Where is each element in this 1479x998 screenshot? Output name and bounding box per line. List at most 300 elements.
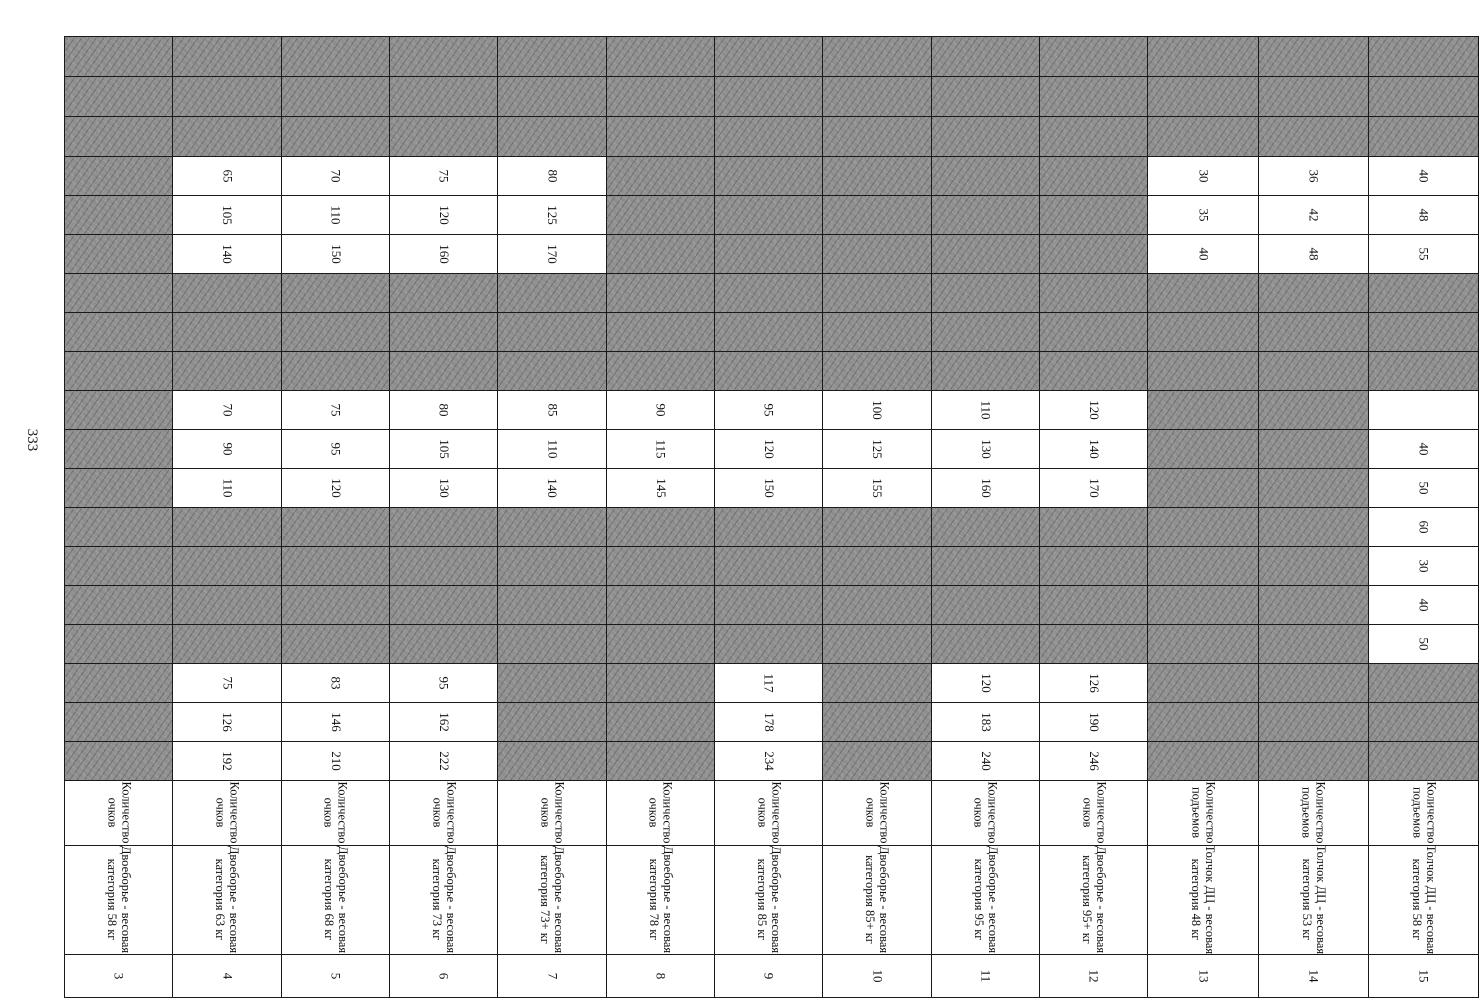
shaded-cell bbox=[1368, 313, 1478, 352]
discipline-label bbox=[214, 846, 241, 953]
shaded-cell bbox=[715, 313, 823, 352]
value-cell bbox=[390, 664, 498, 703]
shaded-cell bbox=[1040, 352, 1148, 391]
shaded-cell bbox=[65, 391, 173, 430]
label-line: Двоеборье - весовая bbox=[877, 845, 892, 953]
label-line: очков bbox=[864, 797, 879, 828]
shaded-cell bbox=[390, 625, 498, 664]
shaded-cell bbox=[65, 547, 173, 586]
cell-value: 126 bbox=[1086, 673, 1102, 693]
discipline-cell bbox=[498, 846, 606, 955]
label-line: категория 95+ кг bbox=[1080, 854, 1095, 944]
row-number: 12 bbox=[1086, 969, 1102, 983]
shaded-cell bbox=[1148, 625, 1258, 664]
shaded-cell bbox=[715, 508, 823, 547]
label-line: очков bbox=[430, 797, 445, 828]
cell-value: 190 bbox=[1086, 712, 1102, 732]
cell-value: 42 bbox=[1306, 208, 1322, 222]
label-line: очков bbox=[214, 797, 229, 828]
discipline-cell bbox=[281, 846, 389, 955]
value-cell bbox=[390, 235, 498, 274]
cell-value: 170 bbox=[1086, 478, 1102, 498]
cell-value: 90 bbox=[220, 442, 236, 456]
cell-value: 115 bbox=[653, 439, 669, 459]
shaded-cell bbox=[823, 157, 931, 196]
shaded-cell bbox=[65, 586, 173, 625]
value-cell bbox=[390, 391, 498, 430]
discipline-cell bbox=[1040, 846, 1148, 955]
shaded-cell bbox=[390, 352, 498, 391]
shaded-cell bbox=[1148, 664, 1258, 703]
shaded-cell bbox=[715, 352, 823, 391]
shaded-cell bbox=[606, 235, 714, 274]
shaded-cell bbox=[1040, 117, 1148, 157]
label-line: Двоеборье - весовая bbox=[985, 845, 1000, 953]
shaded-cell bbox=[1148, 274, 1258, 313]
shaded-cell bbox=[823, 235, 931, 274]
scan-row bbox=[65, 352, 1479, 391]
label-line: очков bbox=[322, 797, 337, 828]
shaded-cell bbox=[1258, 508, 1368, 547]
shaded-cell bbox=[173, 547, 281, 586]
shaded-cell bbox=[715, 235, 823, 274]
measure-label bbox=[539, 781, 566, 843]
shaded-cell bbox=[606, 313, 714, 352]
shaded-cell bbox=[606, 157, 714, 196]
measure-cell bbox=[715, 781, 823, 846]
measure-label bbox=[755, 781, 782, 843]
value-cell bbox=[1148, 235, 1258, 274]
discipline-label bbox=[539, 846, 566, 953]
shaded-cell bbox=[715, 274, 823, 313]
label-line: очков bbox=[647, 797, 662, 828]
shaded-cell bbox=[1040, 77, 1148, 117]
shaded-cell bbox=[606, 274, 714, 313]
shaded-cell bbox=[715, 77, 823, 117]
row-number: 9 bbox=[761, 972, 777, 980]
shaded-cell bbox=[65, 469, 173, 508]
shaded-cell bbox=[1368, 703, 1478, 742]
label-line: Количество bbox=[444, 781, 459, 844]
cell-value: 178 bbox=[761, 712, 777, 732]
label-line: Толчок ДЦ - весовая bbox=[1203, 844, 1218, 954]
measure-cell bbox=[498, 781, 606, 846]
cell-value: 120 bbox=[978, 673, 994, 693]
shaded-cell bbox=[931, 235, 1039, 274]
measure-cell bbox=[931, 781, 1039, 846]
shaded-cell bbox=[606, 352, 714, 391]
discipline-label bbox=[1080, 846, 1107, 953]
shaded-cell bbox=[1258, 742, 1368, 781]
cell-value: 70 bbox=[220, 403, 236, 417]
measure-label bbox=[864, 781, 891, 843]
shaded-cell bbox=[1258, 430, 1368, 469]
shaded-cell bbox=[823, 586, 931, 625]
shaded-cell bbox=[1040, 547, 1148, 586]
measure-label bbox=[105, 781, 132, 843]
label-line: Толчок ДЦ - весовая bbox=[1424, 844, 1439, 954]
value-cell bbox=[281, 469, 389, 508]
scan-row bbox=[65, 37, 1479, 77]
shaded-cell bbox=[498, 664, 606, 703]
shaded-cell bbox=[823, 625, 931, 664]
shaded-cell bbox=[65, 117, 173, 157]
cell-value: 35 bbox=[1196, 208, 1212, 222]
shaded-cell bbox=[823, 352, 931, 391]
shaded-cell bbox=[65, 196, 173, 235]
value-cell bbox=[281, 742, 389, 781]
row-number: 4 bbox=[220, 972, 236, 980]
label-line: Двоеборье - весовая bbox=[769, 845, 784, 953]
shaded-cell bbox=[1258, 625, 1368, 664]
label-line: Двоеборье - весовая bbox=[119, 845, 134, 953]
row-number-cell bbox=[173, 955, 281, 998]
value-cell bbox=[823, 391, 931, 430]
value-cell bbox=[931, 703, 1039, 742]
label-line: подъемов bbox=[1300, 786, 1315, 838]
cell-value: 160 bbox=[436, 244, 452, 264]
discipline-cell bbox=[1258, 846, 1368, 955]
label-line: категория 78 кг bbox=[647, 858, 662, 941]
row-number: 6 bbox=[436, 972, 452, 980]
shaded-cell bbox=[931, 274, 1039, 313]
cell-value: 125 bbox=[870, 439, 886, 459]
cell-value: 130 bbox=[436, 478, 452, 498]
shaded-cell bbox=[606, 37, 714, 77]
cell-value: 75 bbox=[328, 403, 344, 417]
cell-value: 60 bbox=[1416, 520, 1432, 534]
label-line: Двоеборье - весовая bbox=[444, 845, 459, 953]
row-number-cell bbox=[1148, 955, 1258, 998]
cell-value: 100 bbox=[870, 400, 886, 420]
shaded-cell bbox=[823, 703, 931, 742]
scan-row bbox=[65, 703, 1479, 742]
shaded-cell bbox=[1148, 469, 1258, 508]
shaded-cell bbox=[606, 77, 714, 117]
shaded-cell bbox=[281, 313, 389, 352]
value-cell bbox=[1368, 508, 1478, 547]
shaded-cell bbox=[823, 117, 931, 157]
shaded-cell bbox=[1148, 313, 1258, 352]
shaded-cell bbox=[390, 313, 498, 352]
shaded-cell bbox=[1040, 625, 1148, 664]
shaded-cell bbox=[931, 547, 1039, 586]
row-number: 13 bbox=[1196, 969, 1212, 983]
cell-value: 83 bbox=[328, 676, 344, 690]
value-cell bbox=[715, 664, 823, 703]
shaded-cell bbox=[1148, 742, 1258, 781]
shaded-cell bbox=[1148, 508, 1258, 547]
shaded-cell bbox=[65, 664, 173, 703]
shaded-cell bbox=[823, 313, 931, 352]
shaded-cell bbox=[281, 625, 389, 664]
cell-value: 40 bbox=[1196, 247, 1212, 261]
value-cell bbox=[173, 391, 281, 430]
label-line: Количество bbox=[877, 781, 892, 844]
cell-value: 105 bbox=[436, 439, 452, 459]
value-cell bbox=[931, 430, 1039, 469]
shaded-cell bbox=[65, 313, 173, 352]
value-cell bbox=[173, 196, 281, 235]
label-line: Двоеборье - весовая bbox=[227, 845, 242, 953]
value-cell bbox=[498, 196, 606, 235]
shaded-cell bbox=[498, 37, 606, 77]
value-cell bbox=[1258, 196, 1368, 235]
label-line: Толчок ДЦ - весовая bbox=[1313, 844, 1328, 954]
row-number: 5 bbox=[328, 972, 344, 980]
value-cell bbox=[173, 157, 281, 196]
shaded-cell bbox=[606, 742, 714, 781]
cell-value: 40 bbox=[1416, 442, 1432, 456]
shaded-cell bbox=[65, 77, 173, 117]
scan-row bbox=[65, 781, 1479, 846]
label-line: Количество bbox=[1203, 781, 1218, 844]
shaded-cell bbox=[281, 586, 389, 625]
shaded-cell bbox=[1258, 117, 1368, 157]
shaded-cell bbox=[931, 117, 1039, 157]
shaded-cell bbox=[1258, 547, 1368, 586]
value-cell bbox=[281, 157, 389, 196]
discipline-label bbox=[864, 846, 891, 953]
shaded-cell bbox=[1148, 37, 1258, 77]
shaded-cell bbox=[715, 37, 823, 77]
shaded-cell bbox=[65, 625, 173, 664]
row-number-cell bbox=[390, 955, 498, 998]
cell-value: 95 bbox=[328, 442, 344, 456]
shaded-cell bbox=[173, 352, 281, 391]
shaded-cell bbox=[606, 625, 714, 664]
shaded-cell bbox=[1258, 352, 1368, 391]
value-cell bbox=[173, 430, 281, 469]
shaded-cell bbox=[931, 508, 1039, 547]
value-cell bbox=[1040, 391, 1148, 430]
cell-value: 30 bbox=[1196, 169, 1212, 183]
value-cell bbox=[931, 469, 1039, 508]
shaded-cell bbox=[1148, 117, 1258, 157]
value-cell bbox=[1040, 703, 1148, 742]
row-number: 8 bbox=[653, 972, 669, 980]
value-cell bbox=[1368, 157, 1478, 196]
cell-value: 222 bbox=[436, 751, 452, 771]
shaded-cell bbox=[173, 625, 281, 664]
label-line: категория 85 кг bbox=[755, 858, 770, 941]
value-cell bbox=[281, 703, 389, 742]
label-line: категория 58 кг bbox=[105, 858, 120, 941]
shaded-cell bbox=[1368, 37, 1478, 77]
shaded-cell bbox=[173, 37, 281, 77]
shaded-cell bbox=[823, 196, 931, 235]
cell-value: 125 bbox=[545, 205, 561, 225]
shaded-cell bbox=[1040, 37, 1148, 77]
label-line: категория 48 кг bbox=[1190, 858, 1205, 941]
value-cell bbox=[1040, 664, 1148, 703]
cell-value: 95 bbox=[436, 676, 452, 690]
label-line: Количество bbox=[227, 781, 242, 844]
shaded-cell bbox=[1148, 77, 1258, 117]
cell-value: 40 bbox=[1416, 169, 1432, 183]
measure-label bbox=[1080, 781, 1107, 843]
label-line: категория 63 кг bbox=[214, 858, 229, 941]
cell-value: 75 bbox=[220, 676, 236, 690]
shaded-cell bbox=[1148, 391, 1258, 430]
shaded-cell bbox=[498, 547, 606, 586]
shaded-cell bbox=[1368, 664, 1478, 703]
cell-value: 36 bbox=[1306, 169, 1322, 183]
cell-value: 192 bbox=[220, 751, 236, 771]
discipline-cell bbox=[931, 846, 1039, 955]
value-cell bbox=[606, 469, 714, 508]
cell-value: 150 bbox=[761, 478, 777, 498]
row-number-cell bbox=[281, 955, 389, 998]
cell-value: 95 bbox=[761, 403, 777, 417]
value-cell bbox=[606, 391, 714, 430]
discipline-label bbox=[647, 846, 674, 953]
discipline-cell bbox=[606, 846, 714, 955]
shaded-cell bbox=[931, 196, 1039, 235]
value-cell bbox=[1368, 586, 1478, 625]
value-cell bbox=[281, 235, 389, 274]
value-cell bbox=[1148, 196, 1258, 235]
shaded-cell bbox=[65, 157, 173, 196]
label-line: очков bbox=[755, 797, 770, 828]
label-line: Количество bbox=[335, 781, 350, 844]
row-number-cell bbox=[1258, 955, 1368, 998]
value-cell bbox=[281, 664, 389, 703]
shaded-cell bbox=[606, 586, 714, 625]
shaded-cell bbox=[65, 235, 173, 274]
scan-row bbox=[65, 157, 1479, 196]
cell-value: 210 bbox=[328, 751, 344, 771]
row-number: 10 bbox=[870, 969, 886, 983]
shaded-cell bbox=[1040, 235, 1148, 274]
scan-row bbox=[65, 235, 1479, 274]
shaded-cell bbox=[173, 586, 281, 625]
shaded-cell bbox=[173, 508, 281, 547]
measure-cell bbox=[390, 781, 498, 846]
shaded-cell bbox=[931, 625, 1039, 664]
scan-row bbox=[65, 586, 1479, 625]
label-line: категория 73 кг bbox=[430, 858, 445, 941]
shaded-cell bbox=[65, 37, 173, 77]
shaded-cell bbox=[281, 37, 389, 77]
value-cell bbox=[390, 196, 498, 235]
measure-cell bbox=[281, 781, 389, 846]
discipline-label bbox=[972, 846, 999, 953]
value-cell bbox=[173, 469, 281, 508]
discipline-cell bbox=[390, 846, 498, 955]
shaded-cell bbox=[281, 352, 389, 391]
cell-value: 162 bbox=[436, 712, 452, 732]
label-line: категория 95 кг bbox=[972, 858, 987, 941]
label-line: Количество bbox=[1313, 781, 1328, 844]
value-cell bbox=[1040, 430, 1148, 469]
label-line: Двоеборье - весовая bbox=[1094, 845, 1109, 953]
value-cell bbox=[173, 664, 281, 703]
label-line: Количество bbox=[1094, 781, 1109, 844]
value-cell bbox=[281, 430, 389, 469]
shaded-cell bbox=[823, 742, 931, 781]
cell-value: 120 bbox=[761, 439, 777, 459]
discipline-cell bbox=[715, 846, 823, 955]
value-cell bbox=[173, 703, 281, 742]
measure-cell bbox=[1258, 781, 1368, 846]
shaded-cell bbox=[1148, 547, 1258, 586]
measure-label bbox=[647, 781, 674, 843]
cell-value: 145 bbox=[653, 478, 669, 498]
shaded-cell bbox=[281, 547, 389, 586]
label-line: подъемов bbox=[1410, 786, 1425, 838]
shaded-cell bbox=[931, 37, 1039, 77]
shaded-cell bbox=[498, 586, 606, 625]
shaded-cell bbox=[1148, 430, 1258, 469]
shaded-cell bbox=[823, 37, 931, 77]
cell-value: 75 bbox=[436, 169, 452, 183]
discipline-label bbox=[430, 846, 457, 953]
label-line: Количество bbox=[552, 781, 567, 844]
cell-value: 234 bbox=[761, 751, 777, 771]
standards-table bbox=[64, 36, 1479, 998]
shaded-cell bbox=[1258, 77, 1368, 117]
shaded-cell bbox=[1148, 586, 1258, 625]
cell-value: 80 bbox=[436, 403, 452, 417]
value-cell bbox=[173, 235, 281, 274]
shaded-cell bbox=[65, 508, 173, 547]
shaded-cell bbox=[281, 508, 389, 547]
shaded-cell bbox=[715, 625, 823, 664]
value-cell bbox=[823, 469, 931, 508]
cell-value: 65 bbox=[220, 169, 236, 183]
cell-value: 48 bbox=[1306, 247, 1322, 261]
label-line: категория 85+ кг bbox=[864, 854, 879, 944]
shaded-cell bbox=[498, 313, 606, 352]
shaded-cell bbox=[173, 117, 281, 157]
value-cell bbox=[931, 664, 1039, 703]
shaded-cell bbox=[1148, 352, 1258, 391]
cell-value: 246 bbox=[1086, 751, 1102, 771]
measure-cell bbox=[823, 781, 931, 846]
cell-value: 140 bbox=[1086, 439, 1102, 459]
shaded-cell bbox=[498, 117, 606, 157]
shaded-cell bbox=[65, 274, 173, 313]
measure-label bbox=[322, 781, 349, 843]
discipline-cell bbox=[1368, 846, 1478, 955]
value-cell bbox=[1040, 469, 1148, 508]
shaded-cell bbox=[390, 274, 498, 313]
row-number-cell bbox=[606, 955, 714, 998]
measure-label bbox=[1190, 781, 1217, 843]
shaded-cell bbox=[498, 742, 606, 781]
scan-row bbox=[65, 664, 1479, 703]
shaded-cell bbox=[1258, 313, 1368, 352]
row-number-cell bbox=[931, 955, 1039, 998]
label-line: Количество bbox=[660, 781, 675, 844]
shaded-cell bbox=[1258, 37, 1368, 77]
shaded-cell bbox=[1040, 508, 1148, 547]
value-cell bbox=[823, 430, 931, 469]
value-cell bbox=[1368, 235, 1478, 274]
cell-value: 110 bbox=[220, 478, 236, 498]
label-line: очков bbox=[972, 797, 987, 828]
value-cell bbox=[715, 703, 823, 742]
shaded-cell bbox=[931, 157, 1039, 196]
scan-row bbox=[65, 274, 1479, 313]
label-line: подъемов bbox=[1190, 786, 1205, 838]
value-cell bbox=[281, 196, 389, 235]
scan-row bbox=[65, 625, 1479, 664]
shaded-cell bbox=[1368, 117, 1478, 157]
value-cell bbox=[498, 235, 606, 274]
label-line: категория 68 кг bbox=[322, 858, 337, 941]
